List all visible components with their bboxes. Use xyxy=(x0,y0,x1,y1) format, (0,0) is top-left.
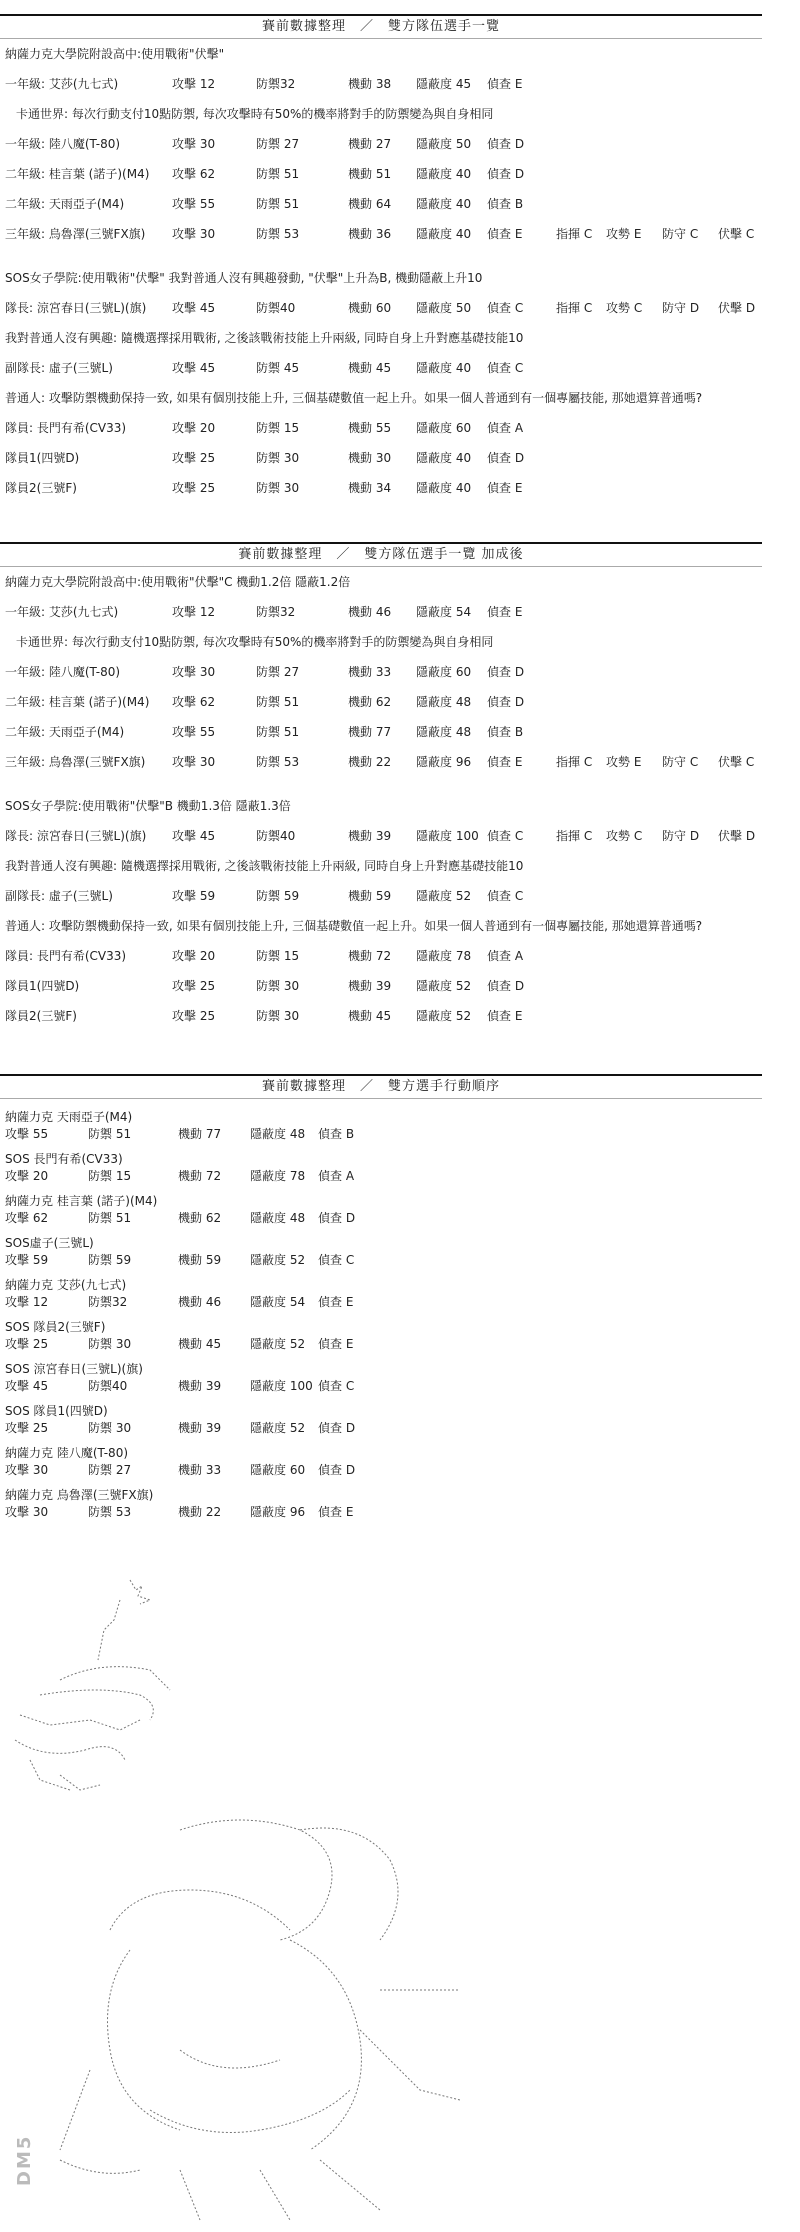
player-row xyxy=(0,189,762,219)
stat-mobility: 機動 22 xyxy=(178,1505,222,1519)
stat-scout: 偵查 C xyxy=(318,1379,355,1393)
skill-note: 普通人: 攻擊防禦機動保持一致, 如果有個別技能上升, 三個基礎數值一起上升。如果一個人普通到有一個專屬技能, 那她還算普通嗎? xyxy=(5,919,703,933)
stat-attack: 攻擊 30 xyxy=(5,1505,49,1519)
stat-attack: 攻擊 45 xyxy=(172,361,216,375)
stat-scout: 偵查 D xyxy=(487,695,525,709)
stat-attack: 攻擊 45 xyxy=(172,301,216,315)
order-player-name: 納薩力克 桂言葉 (諾子)(M4) xyxy=(5,1194,158,1208)
order-stats xyxy=(0,1419,762,1437)
stat-attack: 攻擊 55 xyxy=(5,1127,49,1141)
stat-stealth: 隱蔽度 48 xyxy=(250,1127,306,1141)
player-name: 隊員2(三號F) xyxy=(5,481,77,495)
order-item xyxy=(0,1361,762,1395)
stat-scout: 偵查 D xyxy=(487,451,525,465)
stat-stealth: 隱蔽度 78 xyxy=(250,1169,306,1183)
order-item xyxy=(0,1403,762,1437)
player-name: 二年級: 天雨亞子(M4) xyxy=(5,197,125,211)
team-title-nazarick: 納薩力克大學院附設高中:使用戰術"伏擊"C 機動1.2倍 隱蔽1.2倍 xyxy=(5,575,351,589)
team-title-sos: SOS女子學院:使用戰術"伏擊" 我對普通人沒有興趣發動, "伏擊"上升為B, 機動隱蔽上升10 xyxy=(5,271,483,285)
stat-defense: 防禦40 xyxy=(256,829,296,843)
stat-mobility: 機動 39 xyxy=(178,1421,222,1435)
order-player-name: 納薩力克 陸八魔(T-80) xyxy=(5,1446,129,1460)
stat-defense: 防禦 59 xyxy=(256,889,300,903)
player-name: 隊員1(四號D) xyxy=(5,979,80,993)
stat-attack: 攻擊 25 xyxy=(172,1009,216,1023)
stat-mobility: 機動 62 xyxy=(348,695,392,709)
stat-mobility: 機動 34 xyxy=(348,481,392,495)
stat-tactic: 伏擊 D xyxy=(718,829,756,843)
player-row xyxy=(0,219,762,249)
stat-scout: 偵查 E xyxy=(487,481,523,495)
stat-defense: 防禦 51 xyxy=(88,1127,132,1141)
order-player-name: 納薩力克 烏魯澤(三號FX旗) xyxy=(5,1488,154,1502)
stat-tactic: 攻勢 E xyxy=(606,227,642,241)
stat-mobility: 機動 38 xyxy=(348,77,392,91)
player-row xyxy=(0,597,762,627)
stat-attack: 攻擊 25 xyxy=(5,1337,49,1351)
order-item xyxy=(0,1109,762,1143)
player-row xyxy=(0,821,762,851)
stat-stealth: 隱蔽度 48 xyxy=(416,725,472,739)
order-item xyxy=(0,1319,762,1353)
stat-defense: 防禦 51 xyxy=(256,725,300,739)
stat-attack: 攻擊 30 xyxy=(172,227,216,241)
stat-scout: 偵查 B xyxy=(318,1127,355,1141)
stat-defense: 防禦 53 xyxy=(256,227,300,241)
stat-attack: 攻擊 55 xyxy=(172,197,216,211)
stat-attack: 攻擊 45 xyxy=(5,1379,49,1393)
stat-scout: 偵查 D xyxy=(318,1421,356,1435)
player-name: 二年級: 桂言葉 (諾子)(M4) xyxy=(5,695,150,709)
section-header: 賽前數據整理 ／ 雙方隊伍選手一覽 加成後 xyxy=(0,542,762,567)
stat-tactic: 防守 D xyxy=(662,301,700,315)
stat-tactic: 指揮 C xyxy=(556,301,593,315)
stat-stealth: 隱蔽度 96 xyxy=(250,1505,306,1519)
stat-mobility: 機動 45 xyxy=(348,1009,392,1023)
stat-stealth: 隱蔽度 52 xyxy=(250,1253,306,1267)
stat-defense: 防禦 30 xyxy=(88,1337,132,1351)
stat-defense: 防禦 45 xyxy=(256,361,300,375)
stat-mobility: 機動 22 xyxy=(348,755,392,769)
player-name: 一年級: 艾莎(九七式) xyxy=(5,77,119,91)
stat-mobility: 機動 39 xyxy=(348,829,392,843)
player-row xyxy=(0,473,762,503)
stat-mobility: 機動 36 xyxy=(348,227,392,241)
ascii-art-small-figure xyxy=(0,1570,800,1800)
stat-stealth: 隱蔽度 48 xyxy=(250,1211,306,1225)
stat-stealth: 隱蔽度 54 xyxy=(416,605,472,619)
order-item xyxy=(0,1151,762,1185)
stat-stealth: 隱蔽度 40 xyxy=(416,167,472,181)
player-row xyxy=(0,1001,762,1031)
order-stats xyxy=(0,1377,762,1395)
stat-scout: 偵查 E xyxy=(487,77,523,91)
stat-attack: 攻擊 20 xyxy=(172,949,216,963)
player-name: 隊員: 長門有希(CV33) xyxy=(5,421,127,435)
stat-tactic: 伏擊 C xyxy=(718,227,755,241)
stat-stealth: 隱蔽度 54 xyxy=(250,1295,306,1309)
stat-scout: 偵查 B xyxy=(487,197,524,211)
stat-scout: 偵查 E xyxy=(487,1009,523,1023)
stat-attack: 攻擊 12 xyxy=(5,1295,49,1309)
stat-scout: 偵查 D xyxy=(487,979,525,993)
player-name: 副隊長: 虛子(三號L) xyxy=(5,361,113,375)
player-name: 一年級: 艾莎(九七式) xyxy=(5,605,119,619)
stat-tactic: 防守 C xyxy=(662,227,699,241)
player-name: 隊員1(四號D) xyxy=(5,451,80,465)
stat-scout: 偵查 E xyxy=(318,1337,354,1351)
order-item xyxy=(0,1445,762,1479)
player-name: 一年級: 陸八魔(T-80) xyxy=(5,665,121,679)
stat-stealth: 隱蔽度 40 xyxy=(416,197,472,211)
stat-attack: 攻擊 45 xyxy=(172,829,216,843)
ascii-art-large-figure xyxy=(0,1810,800,2230)
stat-defense: 防禦 59 xyxy=(88,1253,132,1267)
skill-note: 普通人: 攻擊防禦機動保持一致, 如果有個別技能上升, 三個基礎數值一起上升。如果一個人普通到有一個專屬技能, 那她還算普通嗎? xyxy=(5,391,703,405)
stat-mobility: 機動 45 xyxy=(348,361,392,375)
stat-stealth: 隱蔽度 100 xyxy=(416,829,479,843)
stat-defense: 防禦 51 xyxy=(88,1211,132,1225)
stat-scout: 偵查 E xyxy=(487,755,523,769)
player-name: 三年級: 烏魯澤(三號FX旗) xyxy=(5,227,146,241)
order-stats xyxy=(0,1335,762,1353)
stat-stealth: 隱蔽度 78 xyxy=(416,949,472,963)
player-row xyxy=(0,717,762,747)
stat-mobility: 機動 39 xyxy=(178,1379,222,1393)
stat-scout: 偵查 C xyxy=(487,829,524,843)
roster-section-2 xyxy=(0,542,762,1031)
order-item xyxy=(0,1193,762,1227)
stat-defense: 防禦 27 xyxy=(256,665,300,679)
stat-attack: 攻擊 62 xyxy=(172,695,216,709)
stat-defense: 防禦32 xyxy=(88,1295,128,1309)
player-name: 隊長: 涼宮春日(三號L)(旗) xyxy=(5,301,147,315)
stat-mobility: 機動 72 xyxy=(348,949,392,963)
order-stats xyxy=(0,1251,762,1269)
stat-mobility: 機動 60 xyxy=(348,301,392,315)
player-name: 隊長: 涼宮春日(三號L)(旗) xyxy=(5,829,147,843)
player-row xyxy=(0,413,762,443)
stat-scout: 偵查 D xyxy=(487,137,525,151)
stat-defense: 防禦 30 xyxy=(256,979,300,993)
stat-scout: 偵查 C xyxy=(318,1253,355,1267)
player-row xyxy=(0,129,762,159)
player-name: 三年級: 烏魯澤(三號FX旗) xyxy=(5,755,146,769)
skill-note: 我對普通人沒有興趣: 隨機選擇採用戰術, 之後該戰術技能上升兩級, 同時自身上升對應基礎技能10 xyxy=(5,331,524,345)
stat-defense: 防禦 30 xyxy=(256,451,300,465)
player-name: 隊員: 長門有希(CV33) xyxy=(5,949,127,963)
player-row xyxy=(0,687,762,717)
team-title-sos: SOS女子學院:使用戰術"伏擊"B 機動1.3倍 隱蔽1.3倍 xyxy=(5,799,291,813)
player-row xyxy=(0,747,762,777)
stat-scout: 偵查 C xyxy=(487,889,524,903)
stat-mobility: 機動 77 xyxy=(178,1127,222,1141)
player-name: 副隊長: 虛子(三號L) xyxy=(5,889,113,903)
stat-mobility: 機動 59 xyxy=(178,1253,222,1267)
stat-scout: 偵查 C xyxy=(487,361,524,375)
stat-attack: 攻擊 25 xyxy=(172,451,216,465)
order-item xyxy=(0,1277,762,1311)
stat-mobility: 機動 59 xyxy=(348,889,392,903)
player-row xyxy=(0,159,762,189)
stat-stealth: 隱蔽度 50 xyxy=(416,137,472,151)
player-row xyxy=(0,657,762,687)
stat-tactic: 指揮 C xyxy=(556,755,593,769)
stat-attack: 攻擊 20 xyxy=(5,1169,49,1183)
stat-tactic: 指揮 C xyxy=(556,227,593,241)
watermark-logo: DM5 xyxy=(14,2134,35,2186)
team-list-sos xyxy=(0,293,762,503)
order-player-name: 納薩力克 艾莎(九七式) xyxy=(5,1278,127,1292)
order-player-name: SOS 隊員2(三號F) xyxy=(5,1320,106,1334)
stat-mobility: 機動 27 xyxy=(348,137,392,151)
stat-tactic: 防守 C xyxy=(662,755,699,769)
stat-mobility: 機動 77 xyxy=(348,725,392,739)
stat-scout: 偵查 E xyxy=(487,605,523,619)
stat-attack: 攻擊 20 xyxy=(172,421,216,435)
player-row xyxy=(0,443,762,473)
order-stats xyxy=(0,1167,762,1185)
stat-attack: 攻擊 25 xyxy=(5,1421,49,1435)
stat-stealth: 隱蔽度 60 xyxy=(416,421,472,435)
stat-stealth: 隱蔽度 52 xyxy=(416,1009,472,1023)
stat-defense: 防禦 27 xyxy=(256,137,300,151)
stat-scout: 偵查 E xyxy=(318,1505,354,1519)
stat-attack: 攻擊 59 xyxy=(172,889,216,903)
order-player-name: SOS 長門有希(CV33) xyxy=(5,1152,123,1166)
stat-tactic: 攻勢 C xyxy=(606,301,643,315)
stat-attack: 攻擊 12 xyxy=(172,77,216,91)
stat-defense: 防禦 15 xyxy=(88,1169,132,1183)
order-player-name: SOS 涼宮春日(三號L)(旗) xyxy=(5,1362,143,1376)
stat-scout: 偵查 A xyxy=(318,1169,355,1183)
stat-attack: 攻擊 12 xyxy=(172,605,216,619)
skill-note: 我對普通人沒有興趣: 隨機選擇採用戰術, 之後該戰術技能上升兩級, 同時自身上升對應基礎技能10 xyxy=(5,859,524,873)
player-name: 一年級: 陸八魔(T-80) xyxy=(5,137,121,151)
stat-defense: 防禦 30 xyxy=(256,1009,300,1023)
stat-stealth: 隱蔽度 40 xyxy=(416,227,472,241)
player-row xyxy=(0,353,762,383)
order-stats xyxy=(0,1125,762,1143)
order-stats xyxy=(0,1461,762,1479)
stat-attack: 攻擊 30 xyxy=(172,755,216,769)
order-stats xyxy=(0,1503,762,1521)
stat-scout: 偵查 D xyxy=(318,1463,356,1477)
stat-mobility: 機動 72 xyxy=(178,1169,222,1183)
player-name: 隊員2(三號F) xyxy=(5,1009,77,1023)
stat-scout: 偵查 D xyxy=(487,167,525,181)
stat-mobility: 機動 39 xyxy=(348,979,392,993)
stat-stealth: 隱蔽度 45 xyxy=(416,77,472,91)
stat-scout: 偵查 B xyxy=(487,725,524,739)
stat-stealth: 隱蔽度 60 xyxy=(250,1463,306,1477)
order-item xyxy=(0,1487,762,1521)
stat-stealth: 隱蔽度 60 xyxy=(416,665,472,679)
stat-mobility: 機動 51 xyxy=(348,167,392,181)
roster-section-1 xyxy=(0,14,762,503)
stat-stealth: 隱蔽度 100 xyxy=(250,1379,313,1393)
player-row xyxy=(0,69,762,99)
section-header: 賽前數據整理 ／ 雙方選手行動順序 xyxy=(0,1074,762,1099)
stat-mobility: 機動 55 xyxy=(348,421,392,435)
stat-tactic: 防守 D xyxy=(662,829,700,843)
stat-mobility: 機動 46 xyxy=(348,605,392,619)
stat-defense: 防禦 51 xyxy=(256,167,300,181)
stat-stealth: 隱蔽度 52 xyxy=(416,889,472,903)
stat-stealth: 隱蔽度 52 xyxy=(250,1421,306,1435)
stat-tactic: 指揮 C xyxy=(556,829,593,843)
stat-attack: 攻擊 62 xyxy=(5,1211,49,1225)
stat-attack: 攻擊 55 xyxy=(172,725,216,739)
stat-stealth: 隱蔽度 50 xyxy=(416,301,472,315)
order-item xyxy=(0,1235,762,1269)
stat-defense: 防禦 30 xyxy=(88,1421,132,1435)
stat-mobility: 機動 45 xyxy=(178,1337,222,1351)
skill-note: 卡通世界: 每次行動支付10點防禦, 每次攻擊時有50%的機率將對手的防禦變為與自身相同 xyxy=(16,107,494,121)
stat-tactic: 攻勢 C xyxy=(606,829,643,843)
stat-mobility: 機動 46 xyxy=(178,1295,222,1309)
team-list-sos xyxy=(0,821,762,1031)
player-name: 二年級: 天雨亞子(M4) xyxy=(5,725,125,739)
stat-mobility: 機動 33 xyxy=(178,1463,222,1477)
player-row xyxy=(0,941,762,971)
skill-note: 卡通世界: 每次行動支付10點防禦, 每次攻擊時有50%的機率將對手的防禦變為與自身相同 xyxy=(16,635,494,649)
order-player-name: SOS 隊員1(四號D) xyxy=(5,1404,108,1418)
stat-defense: 防禦32 xyxy=(256,77,296,91)
stat-stealth: 隱蔽度 40 xyxy=(416,361,472,375)
stat-defense: 防禦 53 xyxy=(256,755,300,769)
stat-stealth: 隱蔽度 40 xyxy=(416,451,472,465)
stat-defense: 防禦 30 xyxy=(256,481,300,495)
action-order-list xyxy=(0,1099,762,1521)
stat-scout: 偵查 E xyxy=(487,227,523,241)
stat-attack: 攻擊 30 xyxy=(172,137,216,151)
stat-scout: 偵查 E xyxy=(318,1295,354,1309)
order-player-name: 納薩力克 天雨亞子(M4) xyxy=(5,1110,133,1124)
stat-defense: 防禦40 xyxy=(256,301,296,315)
stat-tactic: 攻勢 E xyxy=(606,755,642,769)
order-stats xyxy=(0,1209,762,1227)
stat-mobility: 機動 30 xyxy=(348,451,392,465)
stat-mobility: 機動 62 xyxy=(178,1211,222,1225)
stat-defense: 防禦 53 xyxy=(88,1505,132,1519)
stat-stealth: 隱蔽度 48 xyxy=(416,695,472,709)
stat-scout: 偵查 A xyxy=(487,421,524,435)
team-list-nazarick xyxy=(0,597,762,777)
player-row xyxy=(0,293,762,323)
stat-mobility: 機動 64 xyxy=(348,197,392,211)
stat-tactic: 伏擊 C xyxy=(718,755,755,769)
team-list-nazarick xyxy=(0,69,762,249)
team-title-nazarick: 納薩力克大學院附設高中:使用戰術"伏擊" xyxy=(5,47,225,61)
action-order-section xyxy=(0,1074,762,1529)
stat-stealth: 隱蔽度 40 xyxy=(416,481,472,495)
stat-scout: 偵查 D xyxy=(487,665,525,679)
stat-defense: 防禦40 xyxy=(88,1379,128,1393)
player-row xyxy=(0,881,762,911)
order-player-name: SOS虛子(三號L) xyxy=(5,1236,94,1250)
stat-defense: 防禦 15 xyxy=(256,949,300,963)
stat-scout: 偵查 C xyxy=(487,301,524,315)
stat-attack: 攻擊 59 xyxy=(5,1253,49,1267)
player-row xyxy=(0,971,762,1001)
stat-stealth: 隱蔽度 52 xyxy=(250,1337,306,1351)
stat-defense: 防禦 15 xyxy=(256,421,300,435)
stat-defense: 防禦32 xyxy=(256,605,296,619)
stat-attack: 攻擊 30 xyxy=(172,665,216,679)
stat-defense: 防禦 51 xyxy=(256,197,300,211)
stat-stealth: 隱蔽度 52 xyxy=(416,979,472,993)
stat-defense: 防禦 51 xyxy=(256,695,300,709)
stat-attack: 攻擊 25 xyxy=(172,979,216,993)
stat-scout: 偵查 A xyxy=(487,949,524,963)
stat-tactic: 伏擊 D xyxy=(718,301,756,315)
section-header: 賽前數據整理 ／ 雙方隊伍選手一覽 xyxy=(0,14,762,39)
stat-stealth: 隱蔽度 96 xyxy=(416,755,472,769)
stat-attack: 攻擊 25 xyxy=(172,481,216,495)
stat-defense: 防禦 27 xyxy=(88,1463,132,1477)
stat-mobility: 機動 33 xyxy=(348,665,392,679)
stat-attack: 攻擊 30 xyxy=(5,1463,49,1477)
stat-attack: 攻擊 62 xyxy=(172,167,216,181)
player-name: 二年級: 桂言葉 (諾子)(M4) xyxy=(5,167,150,181)
stat-scout: 偵查 D xyxy=(318,1211,356,1225)
order-stats xyxy=(0,1293,762,1311)
